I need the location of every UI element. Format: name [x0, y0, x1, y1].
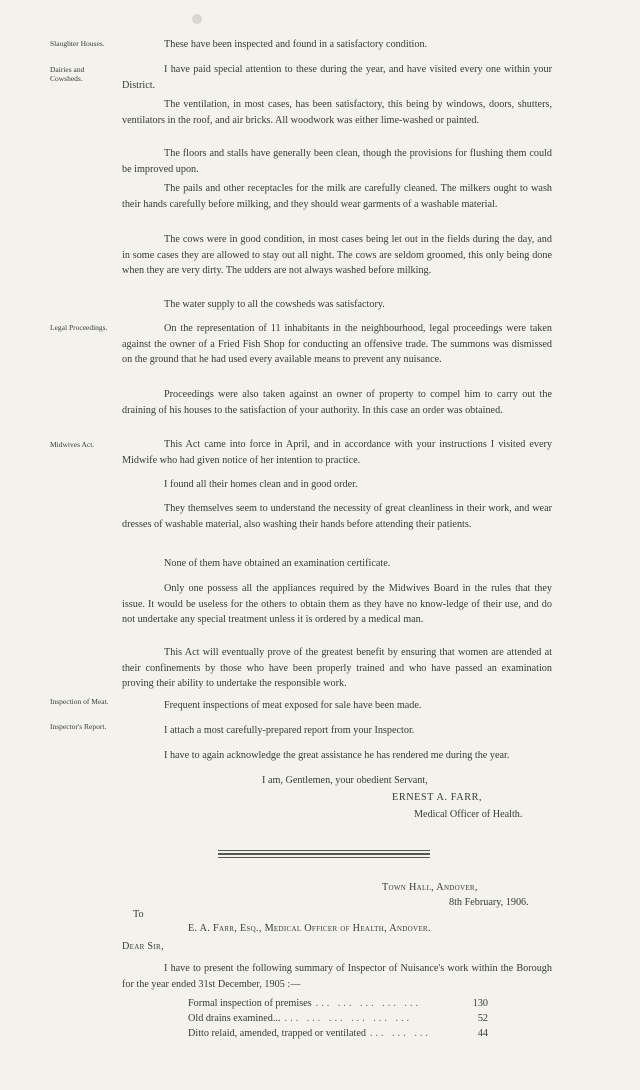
- paragraph: None of them have obtained an examination certificate.: [164, 558, 391, 569]
- paragraph: This Act came into force in April, and in accordance with your instructions I visited every Midwife who had given notice of her intention to practice.: [122, 439, 552, 466]
- paragraph: This Act will eventually prove of the greatest benefit by ensuring that women are attended at their confinements by those who have been properly trained and who have passed an examination proving their ability to undertake the responsible work.: [122, 647, 552, 690]
- paragraph: I found all their homes clean and in good order.: [164, 479, 358, 490]
- item-value: 52: [477, 1013, 488, 1024]
- margin-note-dairies: Dairies and Cowsheds.: [50, 65, 85, 83]
- signature-name: ERNEST A. FARR,: [392, 792, 483, 803]
- item-label: Old drains examined...: [188, 1013, 281, 1024]
- letter-address: Town Hall, Andover,: [382, 882, 478, 893]
- letter-to: To: [133, 909, 144, 920]
- margin-note-inspection: Inspection of Meat.: [50, 697, 109, 706]
- paragraph: The floors and stalls have generally been clean, though the provisions for flushing them could be improved upon.: [122, 148, 552, 175]
- paragraph: These have been inspected and found in a satisfactory condition.: [164, 39, 428, 50]
- paragraph: The pails and other receptacles for the milk are carefully cleaned. The milkers ought to wash their hands carefully before milking, and they should wear garments of a washable material.: [122, 183, 552, 210]
- paragraph: The water supply to all the cowsheds was satisfactory.: [164, 299, 385, 310]
- letter-greeting: Dear Sir,: [122, 941, 164, 952]
- leader-dots: ... ... ... ... ...: [315, 998, 422, 1009]
- item-label: Formal inspection of premises: [188, 998, 312, 1009]
- margin-note-inspector: Inspector's Report.: [50, 722, 107, 731]
- leader-dots: ... ... ... ... ... ...: [284, 1013, 413, 1024]
- paragraph: Frequent inspections of meat exposed for sale have been made.: [164, 700, 422, 711]
- paragraph: I have to again acknowledge the great assistance he has rendered me during the year.: [164, 750, 510, 761]
- paragraph: The cows were in good condition, in most cases being let out in the fields during the day, and in some cases they are allowed to stay out all night. The cows are seldom groomed, this only being done when they are very dirty. The udders are not always washed before milking.: [122, 234, 552, 277]
- paragraph: Proceedings were also taken against an owner of property to compel him to carry out the draining of his houses to the satisfaction of your authority. In this case an order was obtained.: [122, 389, 552, 416]
- list-item: [188, 1012, 488, 1026]
- margin-note-midwives: Midwives Act.: [50, 440, 95, 449]
- paragraph: Only one possess all the appliances required by the Midwives Board in the rules that they issue. It would be useless for the others to obtain them as they have no know-ledge of their use, and do not undertake any special treatment unless it is ordered by a medical man.: [122, 583, 552, 626]
- paragraph: I attach a most carefully-prepared report from your Inspector.: [164, 725, 415, 736]
- paragraph: The ventilation, in most cases, has been satisfactory, this being by windows, doors, shutters, ventilators in the roof, and air bricks. All woodwork was either lime-washed or painted.: [122, 99, 552, 126]
- leader-dots: ... ... ...: [369, 1028, 431, 1039]
- letter-intro: I have to present the following summary of Inspector of Nuisance's work within the Borough for the year ended 31st December, 1905 :—: [122, 963, 552, 990]
- letter-recipient: E. A. Farr, Esq., Medical Officer of Health, Andover.: [188, 923, 431, 934]
- paragraph: I have paid special attention to these during the year, and have visited every one within your District.: [122, 64, 552, 91]
- paper-spot: [192, 14, 202, 24]
- item-label: Ditto relaid, amended, trapped or ventilated: [188, 1028, 366, 1039]
- item-value: 44: [477, 1028, 488, 1039]
- section-divider: [218, 850, 430, 860]
- letter-date: 8th February, 1906.: [449, 897, 529, 908]
- paragraph: On the representation of 11 inhabitants in the neighbourhood, legal proceedings were taken against the owner of a Fried Fish Shop for conducting an offensive trade. The summons was dismissed on the ground that he had used every available means to prevent any nuisance.: [122, 323, 552, 366]
- item-value: 130: [472, 998, 488, 1009]
- paragraph: They themselves seem to understand the necessity of great cleanliness in their work, and wear dresses of washable material, also washing their hands before attending their patients.: [122, 503, 552, 530]
- margin-note-legal: Legal Proceedings.: [50, 323, 108, 332]
- list-item: [188, 997, 488, 1011]
- closing-salutation: I am, Gentlemen, your obedient Servant,: [262, 775, 428, 786]
- margin-note-slaughter: Slaughter Houses.: [50, 39, 105, 48]
- list-item: [188, 1027, 488, 1041]
- signature-title: Medical Officer of Health.: [414, 809, 523, 820]
